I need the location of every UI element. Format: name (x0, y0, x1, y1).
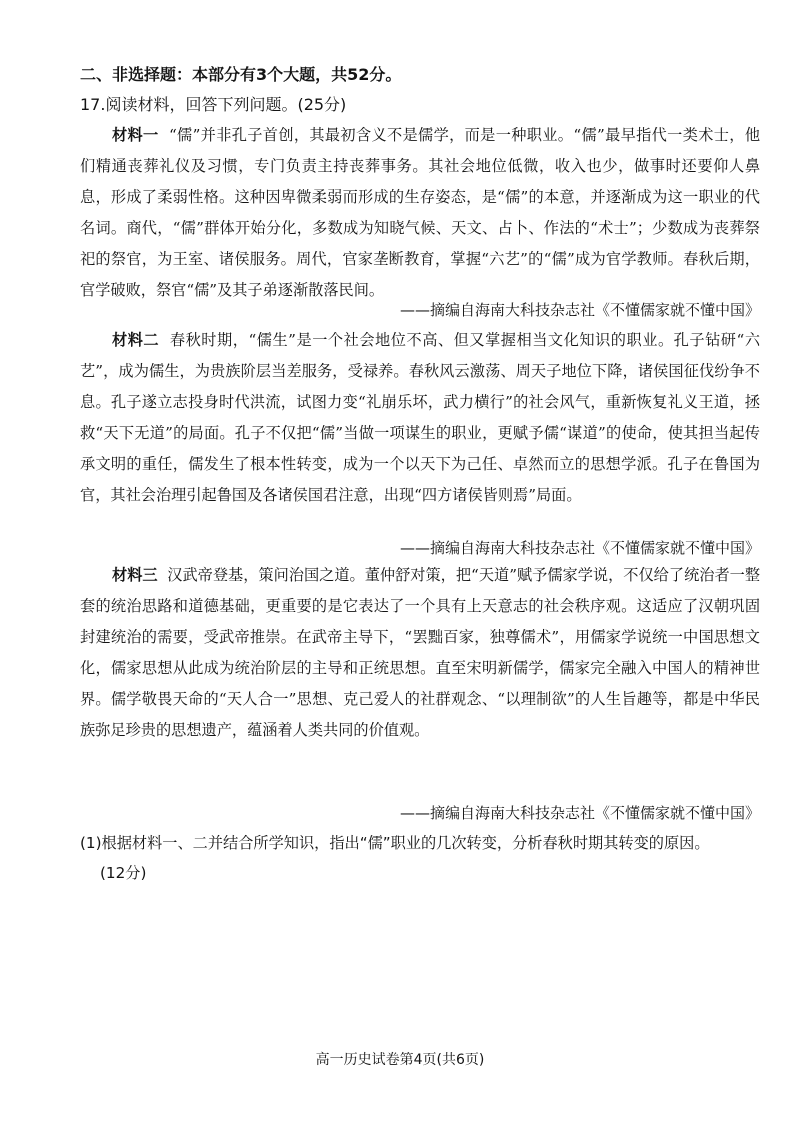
material-3 (80, 560, 760, 746)
section-header: 二、非选择题：本部分有3个大题，共52分。 (80, 65, 402, 84)
page-footer: 高一历史试卷第4页(共6页) (315, 1052, 485, 1068)
material-1-source: ——摘编自海南大科技杂志社《不懂儒家就不懂中国》 (399, 301, 760, 319)
sub-question-1: (1)根据材料一、二并结合所学知识，指出“儒”职业的几次转变，分析春秋时期其转变的原因。 (80, 834, 710, 852)
question-title: 17.阅读材料，回答下列问题。(25分) (80, 95, 347, 114)
material-2-body: 春秋时期，“儒生”是一个社会地位不高、但又掌握相当文化知识的职业。孔子钻研“六艺”，成为儒生，为贵族阶层当差服务，受禄养。春秋风云激荡、周天子地位下降，诸侯国征伐纷争不息。孔子遂立志投身时代洪流，试图力变“礼崩乐坏，武力横行”的社会风气，重新恢复礼义王道，拯救“天下无道”的局面。孔子不仅把“儒”当做一项谋生的职业，更赋予儒“谋道”的使命，使其担当起传承文明的重任，儒发生了根本性转变，成为一个以天下为己任、卓然而立的思想学派。孔子在鲁国为官，其社会治理引起鲁国及各诸侯国君注意，出现“四方诸侯皆则焉”局面。 (80, 331, 761, 504)
material-3-source: ——摘编自海南大科技杂志社《不懂儒家就不懂中国》 (399, 804, 760, 822)
material-2-source: ——摘编自海南大科技杂志社《不懂儒家就不懂中国》 (399, 539, 760, 557)
sub-question-1-score: (12分) (100, 864, 147, 882)
material-1 (80, 120, 760, 306)
material-3-label: 材料三 (112, 566, 158, 584)
material-3-body: 汉武帝登基，策问治国之道。董仲舒对策，把“天道”赋予儒家学说，不仅给了统治者一整套的统治思路和道德基础，更重要的是它表达了一个具有上天意志的社会秩序观。这适应了汉朝巩固封建统治的需要，受武帝推崇。在武帝主导下，“罢黜百家，独尊儒术”，用儒家学说统一中国思想文化，儒家思想从此成为统治阶层的主导和正统思想。直至宋明新儒学，儒家完全融入中国人的精神世界。儒学敬畏天命的“天人合一”思想、克己爱人的社群观念、“以理制欲”的人生旨趣等，都是中华民族弥足珍贵的思想遗产，蕴涵着人类共同的价值观。 (80, 566, 761, 739)
material-2 (80, 325, 760, 511)
material-1-label: 材料一 (112, 126, 159, 144)
material-1-body: “儒”并非孔子首创，其最初含义不是儒学，而是一种职业。“儒”最早指代一类术士，他们精通丧葬礼仪及习惯，专门负责主持丧葬事务。其社会地位低微，收入也少，做事时还要仰人鼻息，形成了柔弱性格。这种因卑微柔弱而形成的生存姿态，是“儒”的本意，并逐渐成为这一职业的代名词。商代，“儒”群体开始分化，多数成为知晓气候、天文、占卜、作法的“术士”；少数成为丧葬祭祀的祭官，为王室、诸侯服务。周代，官家垄断教育，掌握“六艺”的“儒”成为官学教师。春秋后期，官学破败，祭官“儒”及其子弟逐渐散落民间。 (80, 126, 761, 299)
material-2-label: 材料二 (112, 331, 160, 349)
